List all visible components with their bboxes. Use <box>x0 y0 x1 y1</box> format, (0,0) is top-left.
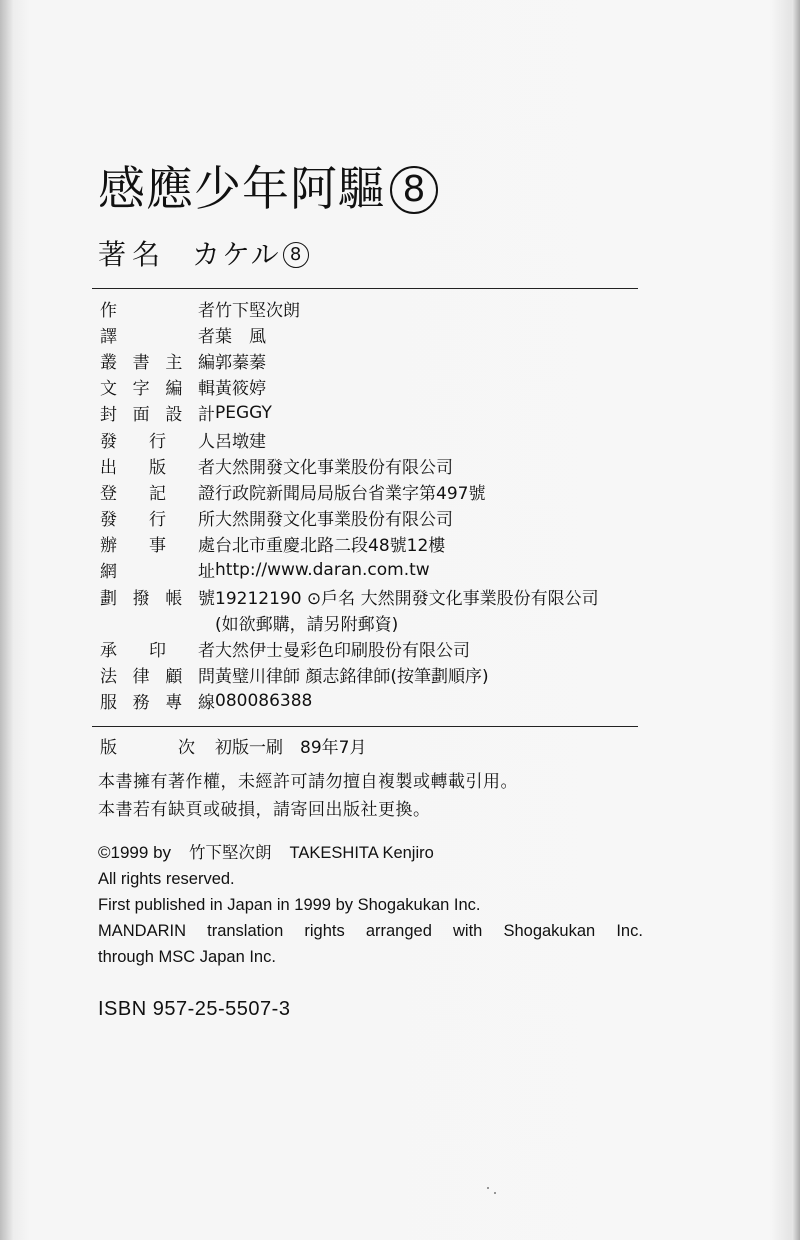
credit-label-char: 版 <box>149 457 166 478</box>
credit-label-char: 網 <box>100 562 117 583</box>
credit-label-char: 設 <box>165 405 183 426</box>
credit-label-char: 辦 <box>100 536 117 557</box>
credit-value: 080086388 <box>215 690 313 711</box>
credit-label-char: 計 <box>197 405 215 426</box>
credit-label-char: 主 <box>165 352 183 373</box>
credit-row <box>100 662 660 688</box>
credit-value: 大然開發文化事業股份有限公司 <box>215 510 453 531</box>
credit-label-char: 行 <box>149 510 166 531</box>
translation-rights-word: Inc. <box>616 922 643 940</box>
credit-label-char: 印 <box>149 641 166 662</box>
copyright-notes <box>98 768 518 824</box>
credit-label-char: 承 <box>100 641 117 662</box>
copyright-year: ©1999 by <box>98 843 172 862</box>
author-name-japanese: 竹下堅次朗 <box>189 844 272 862</box>
credit-label-char: 所 <box>198 510 215 531</box>
credit-label-char: 顧 <box>165 667 183 688</box>
original-volume-circle-badge: 8 <box>283 242 309 268</box>
credit-label-char: 發 <box>100 431 117 452</box>
author-name-english: TAKESHITA Kenjiro <box>289 844 434 862</box>
english-copyright-block <box>98 840 643 970</box>
credit-label-char: 出 <box>100 457 117 478</box>
credit-label-char: 登 <box>100 483 117 504</box>
credit-label <box>100 453 215 478</box>
credit-row <box>100 609 660 635</box>
credit-label-char: 字 <box>132 379 150 400</box>
credit-label-char: 問 <box>197 667 215 688</box>
credit-value: (如欲郵購，請另附郵資) <box>215 614 399 635</box>
credit-label <box>100 479 215 504</box>
credit-value: 19212190 ⊙戶名 大然開發文化事業股份有限公司 <box>215 588 599 609</box>
paper-speck <box>494 1192 496 1194</box>
credit-label-char: 叢 <box>100 352 117 373</box>
paper-speck <box>487 1187 489 1189</box>
edition-row <box>100 732 660 758</box>
credit-value: 竹下堅次朗 <box>215 300 300 321</box>
credit-label <box>100 400 215 425</box>
credit-row <box>100 688 660 714</box>
credit-label-char: 者 <box>198 457 215 478</box>
first-published-line: First published in Japan in 1999 by Shogakukan Inc. <box>98 896 481 914</box>
credit-label <box>100 348 215 373</box>
translation-rights-word: translation <box>207 922 284 940</box>
credit-row <box>100 531 660 557</box>
credit-value: 黃筱婷 <box>215 379 266 400</box>
edition-value: 初版一刷 89年7月 <box>215 737 367 758</box>
credit-row <box>100 505 660 531</box>
translation-rights-line <box>98 918 643 944</box>
original-title-label: 著名 <box>98 238 167 271</box>
credit-row <box>100 635 660 661</box>
credit-label-char: 行 <box>149 431 166 452</box>
credits-list <box>100 295 660 714</box>
credit-value: 郭蓁蓁 <box>215 352 266 373</box>
credit-label-char: 輯 <box>197 379 215 400</box>
credit-label-char: 作 <box>100 300 117 321</box>
credit-value: 大然開發文化事業股份有限公司 <box>215 457 453 478</box>
edition-label <box>100 733 195 758</box>
divider-top <box>92 288 638 289</box>
credit-label-char: 服 <box>100 693 117 714</box>
credit-label-char: 線 <box>197 693 215 714</box>
credit-label-char: 文 <box>100 379 117 400</box>
book-title: 感應少年阿驅 <box>98 162 386 217</box>
copyright-note-line: 本書擁有著作權，未經許可請勿擅自複製或轉載引用。 <box>98 772 518 792</box>
credit-label-char: 址 <box>198 562 215 583</box>
credit-row <box>100 426 660 452</box>
credit-value: 葉 風 <box>215 326 266 347</box>
credit-label-char: 號 <box>197 588 215 609</box>
translation-rights-word: MANDARIN <box>98 922 187 940</box>
credit-label-char: 書 <box>132 352 150 373</box>
credit-label <box>100 531 215 556</box>
credit-row <box>100 347 660 373</box>
credit-label-char: 務 <box>132 693 150 714</box>
credit-label-char: 劃 <box>100 588 117 609</box>
credit-value: 黃璧川律師 顏志銘律師(按筆劃順序) <box>215 667 489 688</box>
credit-value: PEGGY <box>215 402 272 423</box>
credit-label-char: 編 <box>197 352 215 373</box>
credit-label-char: 法 <box>100 667 117 688</box>
credit-label <box>100 557 215 582</box>
edition-label-char: 版 <box>100 737 117 758</box>
credit-label-char: 律 <box>132 667 150 688</box>
through-line: through MSC Japan Inc. <box>98 948 276 966</box>
credit-label-char: 者 <box>198 326 215 347</box>
credit-value: 呂墩建 <box>215 431 266 452</box>
translation-rights-word: Shogakukan <box>503 922 596 940</box>
credit-label-char: 處 <box>198 536 215 557</box>
credit-label-char: 編 <box>165 379 183 400</box>
credit-row <box>100 374 660 400</box>
copyright-line <box>98 840 643 866</box>
credit-label-char: 發 <box>100 510 117 531</box>
isbn-number: ISBN 957-25-5507-3 <box>98 998 291 1020</box>
credit-label <box>100 584 215 609</box>
credit-label-char: 者 <box>198 641 215 662</box>
credit-label <box>100 688 215 713</box>
rights-reserved: All rights reserved. <box>98 870 235 888</box>
page-right-edge-shadow <box>792 0 800 1240</box>
volume-circle-badge: 8 <box>390 166 438 214</box>
credit-row <box>100 583 660 609</box>
credit-value: 大然伊士曼彩色印刷股份有限公司 <box>215 641 470 662</box>
original-title: カケル <box>192 238 281 271</box>
credit-row <box>100 478 660 504</box>
credit-value: http://www.daran.com.tw <box>215 559 430 580</box>
credit-label <box>100 505 215 530</box>
credit-row <box>100 557 660 583</box>
credit-label <box>100 427 215 452</box>
translation-rights-word: arranged <box>365 922 432 940</box>
credit-value: 台北市重慶北路二段48號12樓 <box>215 536 446 557</box>
credit-label-char: 封 <box>100 405 117 426</box>
credit-label-char: 人 <box>198 431 215 452</box>
credit-label-char: 者 <box>198 300 215 321</box>
credit-label <box>100 374 215 399</box>
edition-label-char: 次 <box>178 737 195 758</box>
credit-label-char: 撥 <box>132 588 150 609</box>
original-title-row <box>98 237 309 273</box>
credit-row <box>100 321 660 347</box>
copyright-note-line: 本書若有缺頁或破損，請寄回出版社更換。 <box>98 800 431 820</box>
divider-middle <box>92 726 638 727</box>
credit-label-char: 事 <box>149 536 166 557</box>
credit-row <box>100 295 660 321</box>
credit-label-char: 帳 <box>165 588 183 609</box>
credit-label <box>100 322 215 347</box>
translation-rights-word: rights <box>304 922 345 940</box>
credit-row <box>100 400 660 426</box>
credit-label-char: 證 <box>198 483 215 504</box>
credit-label-char: 譯 <box>100 326 117 347</box>
credit-label <box>100 296 215 321</box>
credit-label-char: 記 <box>149 483 166 504</box>
book-title-row <box>98 160 438 220</box>
credit-row <box>100 452 660 478</box>
credit-value: 行政院新聞局局版台省業字第497號 <box>215 483 486 504</box>
credit-label <box>100 636 215 661</box>
credit-label-char: 專 <box>165 693 183 714</box>
page-left-edge-shadow <box>0 0 14 1240</box>
translation-rights-word: with <box>453 922 483 940</box>
credit-label-char: 面 <box>132 405 150 426</box>
credit-label <box>100 662 215 687</box>
